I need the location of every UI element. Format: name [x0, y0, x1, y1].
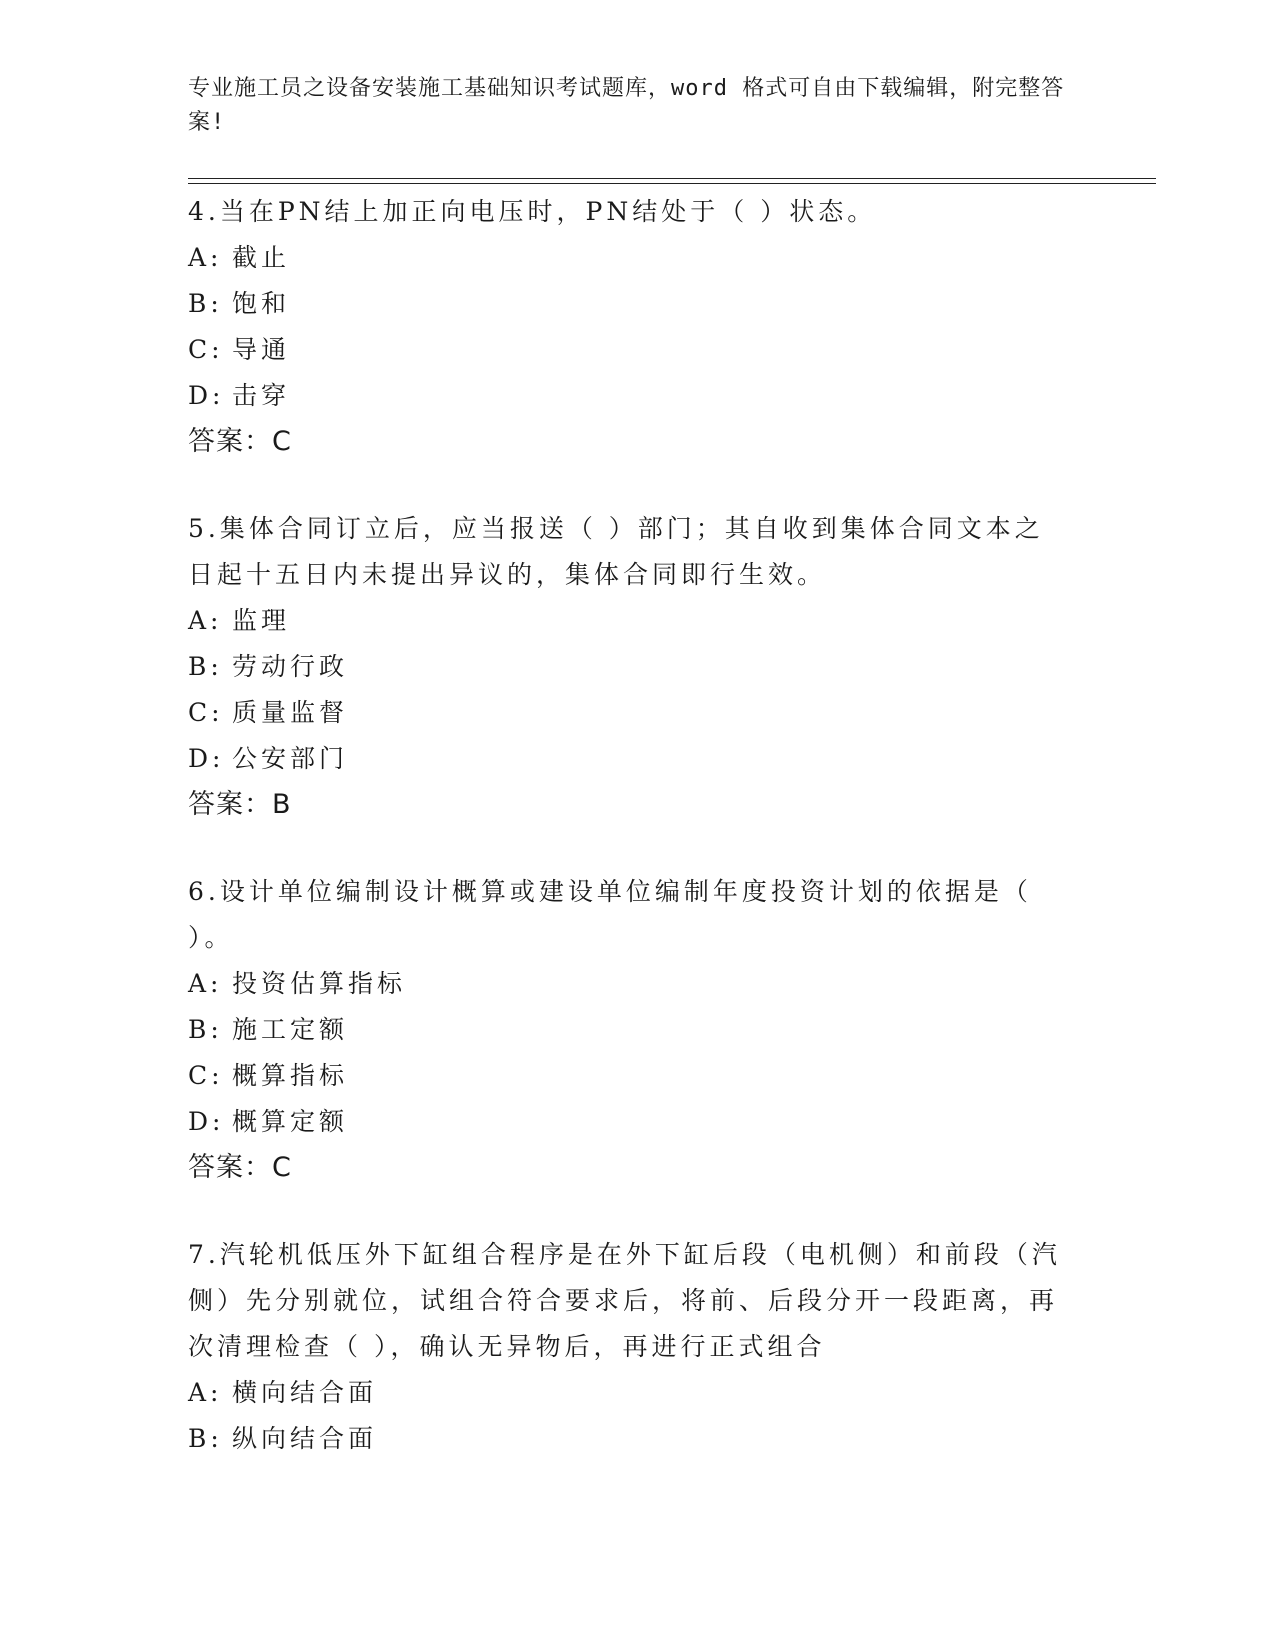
option-key: B:: [188, 289, 223, 318]
option-text: 纵向结合面: [232, 1424, 378, 1453]
answer-line: 答案：C: [188, 1152, 292, 1183]
question-stem: 6.设计单位编制设计概算或建设单位编制年度投资计划的依据是（ ）。: [188, 877, 1044, 952]
option-key: A:: [188, 606, 223, 635]
option-key: A:: [188, 1378, 223, 1407]
question-stem: 7.汽轮机低压外下缸组合程序是在外下缸后段（电机侧）和前段（汽侧）先分别就位，试组合符合要求后，将前、后段分开一段距离，再次清理检查（ ），确认无异物后，再进行正式组合: [188, 1240, 1061, 1361]
header-divider-top: [188, 178, 1156, 179]
question-list: [188, 189, 1088, 1503]
option-d: [188, 1099, 1088, 1145]
option-key: A:: [188, 243, 223, 272]
option-key: C:: [188, 698, 224, 727]
question-stem: 4.当在PN结上加正向电压时，PN结处于（ ）状态。: [188, 197, 877, 226]
option-text: 饱和: [232, 289, 291, 318]
option-d: [188, 736, 1088, 782]
option-key: D:: [188, 1107, 225, 1136]
option-a: [188, 598, 1088, 644]
question-item: [188, 1232, 1088, 1462]
option-text: 横向结合面: [232, 1378, 378, 1407]
option-c: [188, 327, 1088, 373]
option-text: 截止: [232, 243, 291, 272]
header-divider-bottom: [188, 183, 1156, 184]
option-b: [188, 1416, 1088, 1462]
option-c: [188, 690, 1088, 736]
option-text: 施工定额: [232, 1015, 349, 1044]
option-text: 概算指标: [232, 1061, 349, 1090]
option-b: [188, 644, 1088, 690]
option-b: [188, 1007, 1088, 1053]
answer-line: 答案：C: [188, 426, 292, 457]
option-text: 导通: [232, 335, 291, 364]
option-a: [188, 235, 1088, 281]
answer-line: 答案：B: [188, 789, 292, 820]
option-a: [188, 961, 1088, 1007]
option-key: A:: [188, 969, 223, 998]
option-key: B:: [188, 652, 223, 681]
option-a: [188, 1370, 1088, 1416]
option-key: B:: [188, 1015, 223, 1044]
option-text: 击穿: [232, 381, 291, 410]
option-text: 监理: [232, 606, 291, 635]
option-key: D:: [188, 381, 225, 410]
option-key: B:: [188, 1424, 223, 1453]
option-b: [188, 281, 1088, 327]
option-c: [188, 1053, 1088, 1099]
document-header: 专业施工员之设备安装施工基础知识考试题库，word 格式可自由下载编辑，附完整答案!: [188, 76, 1065, 135]
option-text: 劳动行政: [232, 652, 349, 681]
question-stem: 5.集体合同订立后，应当报送（ ）部门；其自收到集体合同文本之日起十五日内未提出异议的，集体合同即行生效。: [188, 514, 1044, 589]
option-key: C:: [188, 335, 224, 364]
question-item: [188, 869, 1088, 1191]
option-text: 投资估算指标: [232, 969, 407, 998]
option-text: 公安部门: [232, 744, 349, 773]
option-d: [188, 373, 1088, 419]
question-item: [188, 189, 1088, 465]
option-key: D:: [188, 744, 225, 773]
option-text: 概算定额: [232, 1107, 349, 1136]
question-item: [188, 506, 1088, 828]
option-text: 质量监督: [232, 698, 349, 727]
option-key: C:: [188, 1061, 224, 1090]
